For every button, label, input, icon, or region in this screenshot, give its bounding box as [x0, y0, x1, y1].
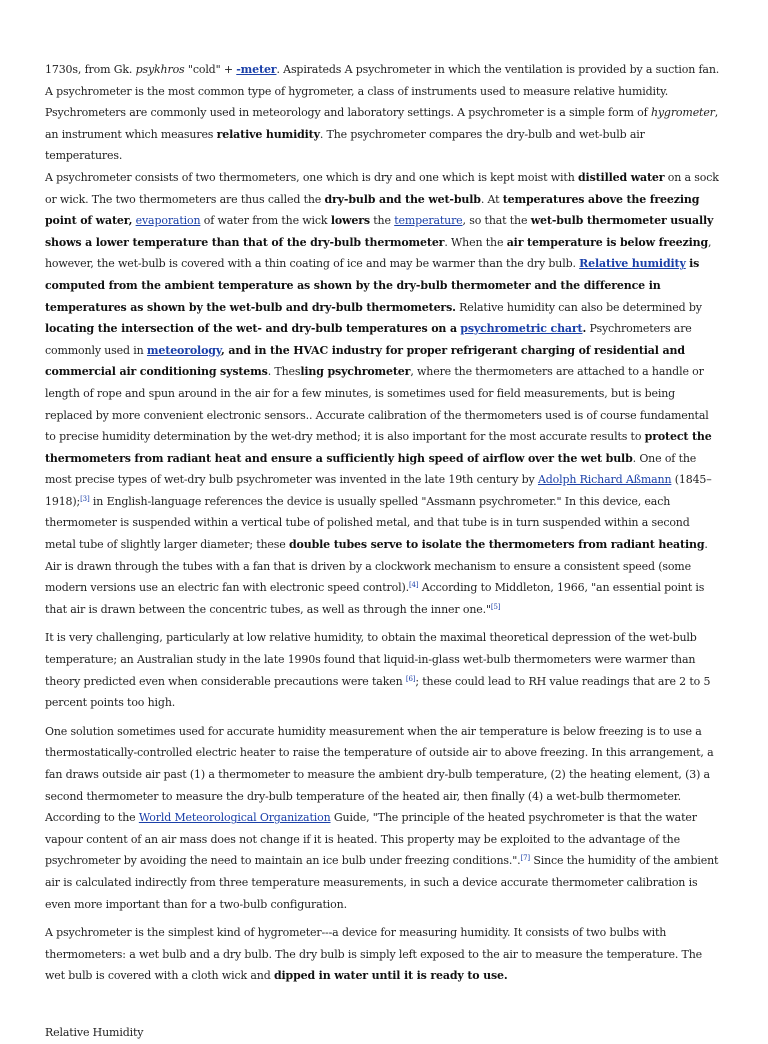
paragraph-operation — [45, 167, 720, 620]
text: . Aspirateds A psychrometer in which the ventilation is provided by a suction fan. — [276, 63, 720, 76]
text: One solution sometimes used for accurate humidity measurement when the air temperature is below freezing is to use a thermostatically-controlled electric heater to raise the temperature of outside air to above freezing. In this arrangement, a fan draws outside air past (1) a thermometer to measure the ambient dry-bulb temperature, (2) the heating element, (3) a second thermometer to measure the dry-bulb temperature of the heated air, then finally (4) a wet-bulb thermometer. According to the — [45, 724, 714, 825]
bold-text: protect the thermometers from radiant heat and ensure a sufficiently high speed of airflow over the wet bulb — [45, 430, 712, 465]
text: A psychrometer consists of two thermometers, one which is dry and one which is kept moist with — [45, 170, 575, 184]
bold-text: temperatures above the freezing point of water, — [45, 192, 700, 228]
citation-link[interactable]: [7] — [520, 854, 530, 863]
bold-text: locating the intersection of the wet- and dry-bulb temperatures on a — [45, 322, 457, 336]
text: of water from the wick — [203, 214, 328, 228]
link-relative-humidity[interactable]: Relative humidity — [579, 257, 686, 271]
bold-text: is computed from the ambient temperature as shown by the dry-bulb thermometer and the difference in temperatures as shown by the wet-bulb and dry-bulb thermometers. — [45, 257, 700, 314]
text: According to Middleton, 1966, "an essential point is that air is drawn between the concentric tubes, as well as through the inner one." — [45, 581, 705, 616]
text: Since the humidity of the ambient air is calculated indirectly from three temperature measurements, in such a device accurate thermometer calibration is even more important than for a two-bulb configuration. — [45, 854, 719, 911]
text: the — [373, 214, 391, 228]
text: Guide, "The principle of the heated psychrometer is that the water vapour content of an air mass does not change if it is heated. This property may be exploited to the advantage of the psychrometer by avoiding the need to maintain an ice bulb under freezing conditions.". — [45, 811, 697, 868]
text: A psychrometer is the most common type of hygrometer, a class of instruments used to measure relative humidity. Psychrometers are commonly used in meteorology and laboratory settings. A psychrometer is a simple form of — [45, 84, 669, 120]
link-meteorology[interactable]: meteorology — [146, 343, 222, 357]
text: 1730s, from Gk. — [45, 63, 133, 76]
text: , however, the wet-bulb is covered with a thin coating of ice and may be warmer than the dry bulb. — [45, 235, 712, 271]
term-psykhros: psykhros — [135, 63, 185, 76]
link-world-meteorological-organization[interactable]: World Meteorological Organization — [138, 811, 331, 825]
bold-text: air temperature is below freezing — [506, 235, 709, 249]
citation-link[interactable]: [4] — [408, 581, 419, 590]
paragraph-challenges — [45, 627, 720, 713]
bold-text: dry-bulb and the wet-bulb — [324, 192, 481, 206]
link-evaporation[interactable]: evaporation — [135, 214, 201, 228]
text: It is very challenging, particularly at low relative humidity, to obtain the maximal theoretical depression of the wet-bulb temperature; an Australian study in the late 1990s found that liquid-in-glass wet-bulb thermometers were warmer than theory predicted even when considerable precautions were taken — [45, 631, 697, 688]
text: . One of the most precise types of wet-dry bulb psychrometer was invented in the late 19th century by — [45, 451, 697, 487]
text: Relative humidity can also be determined by — [459, 300, 702, 314]
text: ; these could lead to RH value readings that are 2 to 5 percent points too high. — [45, 674, 711, 710]
bold-text: ling psychrometer — [300, 365, 411, 379]
text: . The psychrometer compares the dry-bulb and wet-bulb air temperatures. — [45, 127, 645, 163]
link-meter[interactable]: -meter — [236, 63, 277, 76]
citation-link[interactable]: [5] — [490, 602, 501, 611]
citation-ref — [521, 854, 530, 862]
bold-text: . — [582, 322, 587, 336]
document-body — [45, 59, 720, 1044]
citation-link[interactable]: [3] — [80, 494, 90, 503]
text: , an instrument which measures — [45, 106, 719, 141]
bold-text: dipped in water until it is ready to use. — [273, 969, 508, 983]
bold-text: wet-bulb thermometer usually shows a lower temperature than that of the dry-bulb thermometer — [45, 214, 714, 249]
citation-ref — [406, 675, 415, 683]
text: . When the — [444, 235, 504, 249]
text: . At — [480, 192, 500, 206]
bold-text: , and in the HVAC industry for proper refrigerant charging of residential and commercial air conditioning systems — [45, 343, 685, 379]
paragraph-definition — [45, 81, 720, 167]
term-hygrometer: hygrometer — [650, 106, 715, 120]
text: , where the thermometers are attached to a handle or length of rope and spun around in the air for a few minutes, is sometimes used for field measurements, but is being replaced by more convenient electronic sensors.. Accurate calibration of the thermometers used is of course fundamental to precise humidity determination by the wet-dry method; it is also important for the most accurate results to — [45, 365, 709, 444]
link-temperature[interactable]: temperature — [394, 214, 463, 228]
text: on a sock or wick. The two thermometers are thus called the — [45, 170, 719, 206]
link-psychrometric-chart[interactable]: psychrometric chart — [460, 322, 583, 336]
bold-text: lowers — [330, 214, 370, 228]
citation-ref — [80, 495, 89, 503]
text: . Thes — [267, 365, 301, 379]
link-assmann[interactable]: Adolph Richard Aßmann — [537, 473, 672, 487]
text: A psychrometer is the simplest kind of hygrometer---a device for measuring humidity. It consists of two bulbs with thermometers: a wet bulb and a dry bulb. The dry bulb is simply left exposed to the air to measure the temperature. The wet bulb is covered with a cloth wick and — [45, 926, 703, 983]
paragraph-heated-psychrometer — [45, 721, 720, 915]
bold-text: distilled water — [578, 170, 665, 184]
bold-text: relative humidity — [216, 127, 320, 141]
text: (1845–1918); — [45, 473, 712, 508]
section-heading-relative-humidity: Relative Humidity — [45, 1025, 144, 1039]
paragraph-simple-hygrometer — [45, 922, 720, 987]
text: . Air is drawn through the tubes with a fan that is driven by a clockwork mechanism to ensure a consistent speed (some modern versions use an electric fan with electronic speed control). — [45, 538, 708, 595]
text: "cold" + — [187, 63, 233, 76]
text: Psychrometers are commonly used in — [45, 322, 692, 357]
citation-link[interactable]: [6] — [405, 674, 416, 683]
text: in English-language references the device is usually spelled "Assmann psychrometer." In this device, each thermometer is suspended within a vertical tube of polished metal, and that tube is in turn suspended within a second metal tube of slightly larger diameter; these — [45, 494, 690, 552]
citation-ref — [491, 603, 500, 611]
paragraph-etymology — [45, 59, 720, 81]
bold-text: double tubes serve to isolate the thermometers from radiant heating — [289, 538, 705, 552]
citation-ref — [409, 581, 418, 589]
text: , so that the — [462, 214, 528, 228]
